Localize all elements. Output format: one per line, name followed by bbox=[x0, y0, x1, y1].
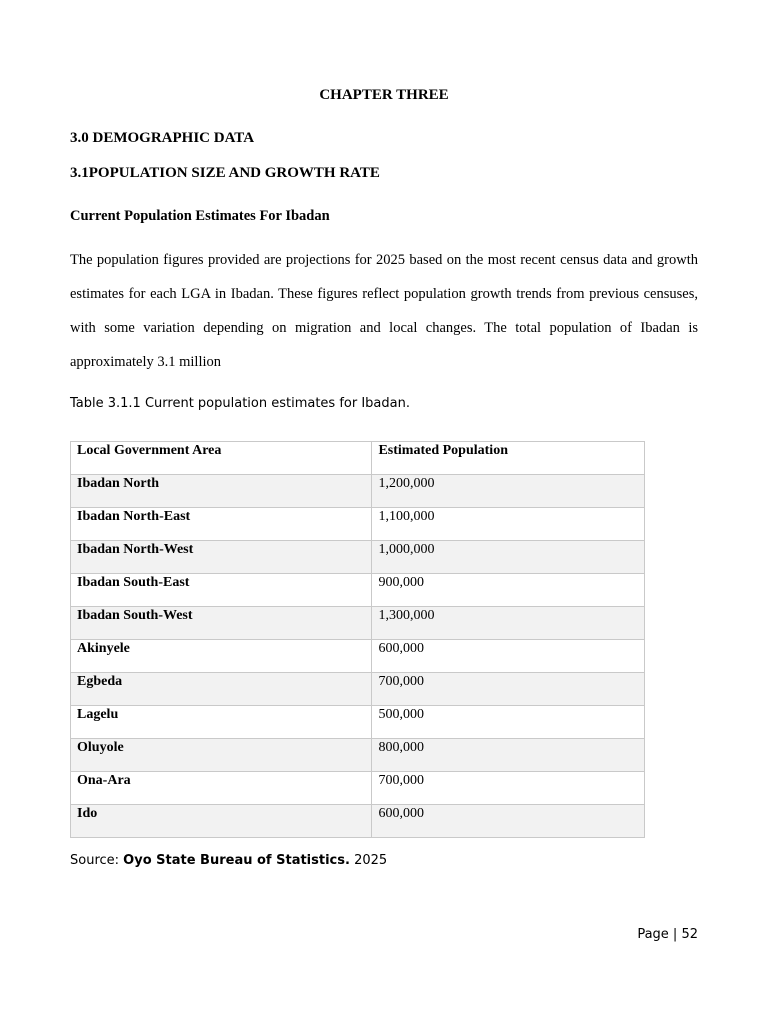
lga-cell: Oluyole bbox=[71, 739, 372, 772]
population-cell: 1,100,000 bbox=[372, 508, 645, 541]
table-row bbox=[71, 640, 645, 673]
lga-cell: Ido bbox=[71, 805, 372, 838]
lga-cell: Ibadan North bbox=[71, 475, 372, 508]
population-cell: 700,000 bbox=[372, 772, 645, 805]
header-lga: Local Government Area bbox=[71, 442, 372, 475]
table-row bbox=[71, 772, 645, 805]
lga-cell: Ona-Ara bbox=[71, 772, 372, 805]
table-row bbox=[71, 805, 645, 838]
lga-cell: Ibadan South-East bbox=[71, 574, 372, 607]
page-number: Page | 52 bbox=[637, 927, 698, 942]
population-cell: 500,000 bbox=[372, 706, 645, 739]
population-cell: 600,000 bbox=[372, 805, 645, 838]
population-cell: 1,300,000 bbox=[372, 607, 645, 640]
population-table bbox=[70, 441, 645, 838]
subsection-heading: 3.1POPULATION SIZE AND GROWTH RATE bbox=[70, 165, 380, 181]
table-header-row bbox=[71, 442, 645, 475]
population-cell: 1,000,000 bbox=[372, 541, 645, 574]
header-population: Estimated Population bbox=[372, 442, 645, 475]
source-prefix: Source: bbox=[70, 853, 124, 868]
lga-cell: Ibadan North-East bbox=[71, 508, 372, 541]
table-row bbox=[71, 673, 645, 706]
lga-cell: Akinyele bbox=[71, 640, 372, 673]
table-row bbox=[71, 508, 645, 541]
lga-cell: Lagelu bbox=[71, 706, 372, 739]
source-name: Oyo State Bureau of Statistics. bbox=[123, 853, 350, 868]
population-cell: 700,000 bbox=[372, 673, 645, 706]
lga-cell: Ibadan North-West bbox=[71, 541, 372, 574]
source-year: 2025 bbox=[349, 853, 388, 868]
body-paragraph: The population figures provided are projections for 2025 based on the most recent census data and growth estimates for each LGA in Ibadan. These figures reflect population growth trends from previous censuses, with some variation depending on migration and local changes. The total population of Ibadan is approximately 3.1 million bbox=[70, 252, 698, 370]
table-row bbox=[71, 739, 645, 772]
table-row bbox=[71, 541, 645, 574]
section-heading: 3.0 DEMOGRAPHIC DATA bbox=[70, 130, 255, 146]
population-table-wrapper bbox=[70, 441, 645, 838]
table-row bbox=[71, 574, 645, 607]
population-cell: 900,000 bbox=[372, 574, 645, 607]
table-row bbox=[71, 607, 645, 640]
lga-cell: Ibadan South-West bbox=[71, 607, 372, 640]
table-source bbox=[70, 853, 387, 868]
population-cell: 800,000 bbox=[372, 739, 645, 772]
population-cell: 1,200,000 bbox=[372, 475, 645, 508]
chapter-title: CHAPTER THREE bbox=[319, 87, 449, 103]
table-row bbox=[71, 475, 645, 508]
population-cell: 600,000 bbox=[372, 640, 645, 673]
table-row bbox=[71, 706, 645, 739]
table-caption: Table 3.1.1 Current population estimates for Ibadan. bbox=[70, 396, 410, 411]
lga-cell: Egbeda bbox=[71, 673, 372, 706]
subheading: Current Population Estimates For Ibadan bbox=[70, 208, 330, 224]
